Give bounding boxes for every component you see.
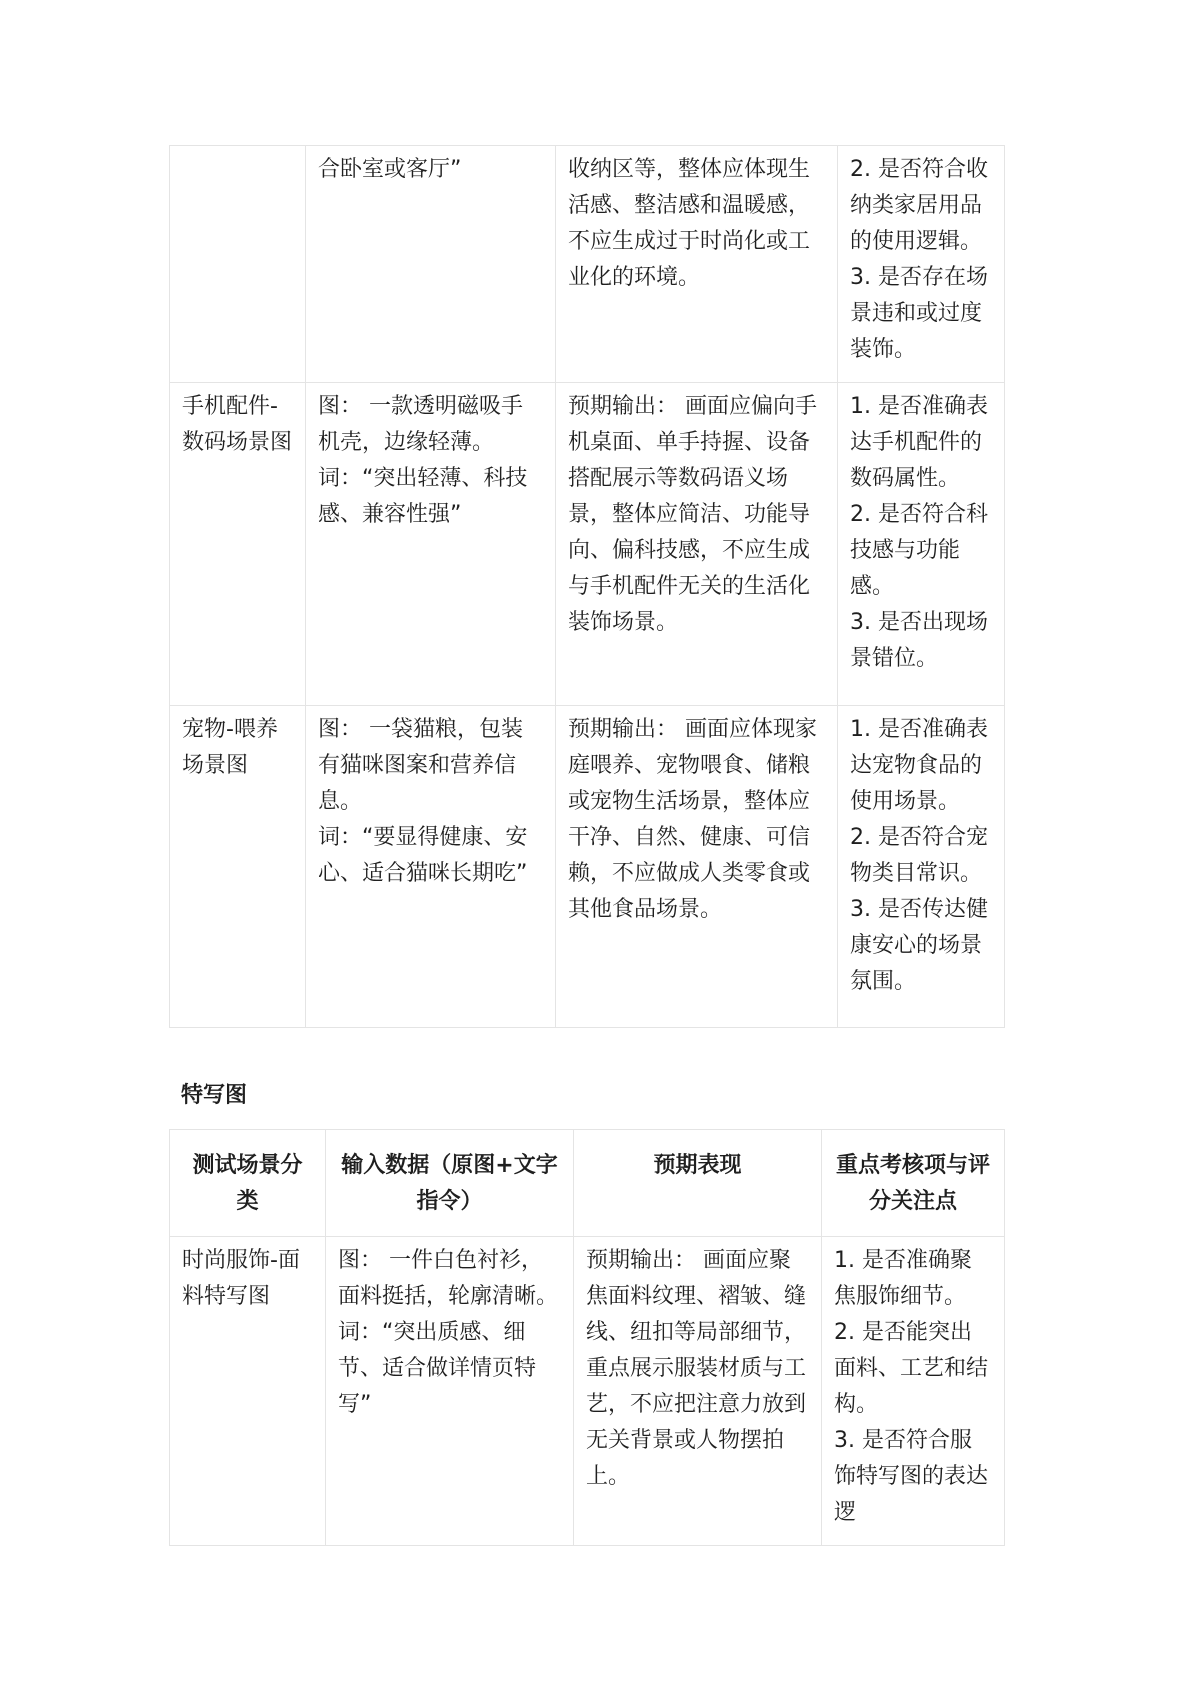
cell-text: 1. 是否准确表达宠物食品的使用场景。 <box>850 717 988 814</box>
cell-text: 2. 是否能突出面料、工艺和结构。 <box>834 1320 989 1417</box>
cell-text: 时尚服饰-面料特写图 <box>182 1248 300 1309</box>
cell-text: 合卧室或客厅” <box>318 157 462 182</box>
column-header: 预期表现 <box>574 1130 822 1237</box>
cell-text: 2. 是否符合收纳类家居用品的使用逻辑。 <box>850 157 988 254</box>
cell-text: 预期输出： 画面应偏向手机桌面、单手持握、设备搭配展示等数码语义场景，整体应简洁、功能导向、偏科技感，不应生成与手机配件无关的生活化装饰场景。 <box>568 394 817 635</box>
cell-text: 预期输出： 画面应聚焦面料纹理、褶皱、缝线、纽扣等局部细节，重点展示服装材质与工艺，不应把注意力放到无关背景或人物摆拍上。 <box>586 1248 807 1489</box>
cell-text: 图： 一件白色衬衫，面料挺括，轮廓清晰。 <box>338 1248 559 1309</box>
table-row <box>170 706 1005 1028</box>
cell-criteria <box>838 706 1005 1028</box>
column-header: 输入数据（原图+文字指令） <box>326 1130 574 1237</box>
cell-expected <box>556 706 838 1028</box>
table-header-row <box>170 1130 1005 1237</box>
cell-category <box>170 146 306 383</box>
cell-text: 手机配件-数码场景图 <box>182 394 293 455</box>
section-heading: 特写图 <box>181 1083 248 1108</box>
table-row <box>170 383 1005 706</box>
cell-text: 3. 是否符合服饰特写图的表达逻 <box>834 1428 989 1525</box>
cell-category <box>170 1237 326 1546</box>
cell-expected <box>556 383 838 706</box>
column-header: 测试场景分类 <box>170 1130 326 1237</box>
cell-text: 图： 一款透明磁吸手机壳，边缘轻薄。 <box>318 394 523 455</box>
cell-category <box>170 706 306 1028</box>
cell-text: 2. 是否符合宠物类目常识。 <box>850 825 988 886</box>
cell-category <box>170 383 306 706</box>
cell-input <box>306 146 556 383</box>
scene-table-continued <box>169 145 1005 1028</box>
cell-text: 3. 是否存在场景违和或过度装饰。 <box>850 265 988 362</box>
cell-text: 宠物-喂养场景图 <box>182 717 278 778</box>
cell-criteria <box>822 1237 1005 1546</box>
closeup-table <box>169 1129 1005 1546</box>
cell-text: 1. 是否准确聚焦服饰细节。 <box>834 1248 972 1309</box>
cell-text: 收纳区等，整体应体现生活感、整洁感和温暖感，不应生成过于时尚化或工业化的环境。 <box>568 157 811 290</box>
cell-text: 3. 是否传达健康安心的场景氛围。 <box>850 897 988 994</box>
cell-expected <box>574 1237 822 1546</box>
cell-text: 词：“要显得健康、安心、适合猫咪长期吃” <box>318 825 528 886</box>
cell-text: 预期输出： 画面应体现家庭喂养、宠物喂食、储粮或宠物生活场景，整体应干净、自然、健康、可信赖，不应做成人类零食或其他食品场景。 <box>568 717 817 922</box>
cell-text: 1. 是否准确表达手机配件的数码属性。 <box>850 394 988 491</box>
cell-criteria <box>838 383 1005 706</box>
cell-text: 词：“突出质感、细节、适合做详情页特写” <box>338 1320 537 1417</box>
cell-input <box>306 383 556 706</box>
cell-text: 图： 一袋猫粮，包装有猫咪图案和营养信息。 <box>318 717 523 814</box>
table-row <box>170 1237 1005 1546</box>
cell-text: 2. 是否符合科技感与功能感。 <box>850 502 988 599</box>
cell-input <box>306 706 556 1028</box>
cell-expected <box>556 146 838 383</box>
table-row <box>170 146 1005 383</box>
column-header: 重点考核项与评分关注点 <box>822 1130 1005 1237</box>
cell-text: 词：“突出轻薄、科技感、兼容性强” <box>318 466 528 527</box>
cell-criteria <box>838 146 1005 383</box>
cell-input <box>326 1237 574 1546</box>
cell-text: 3. 是否出现场景错位。 <box>850 610 988 671</box>
